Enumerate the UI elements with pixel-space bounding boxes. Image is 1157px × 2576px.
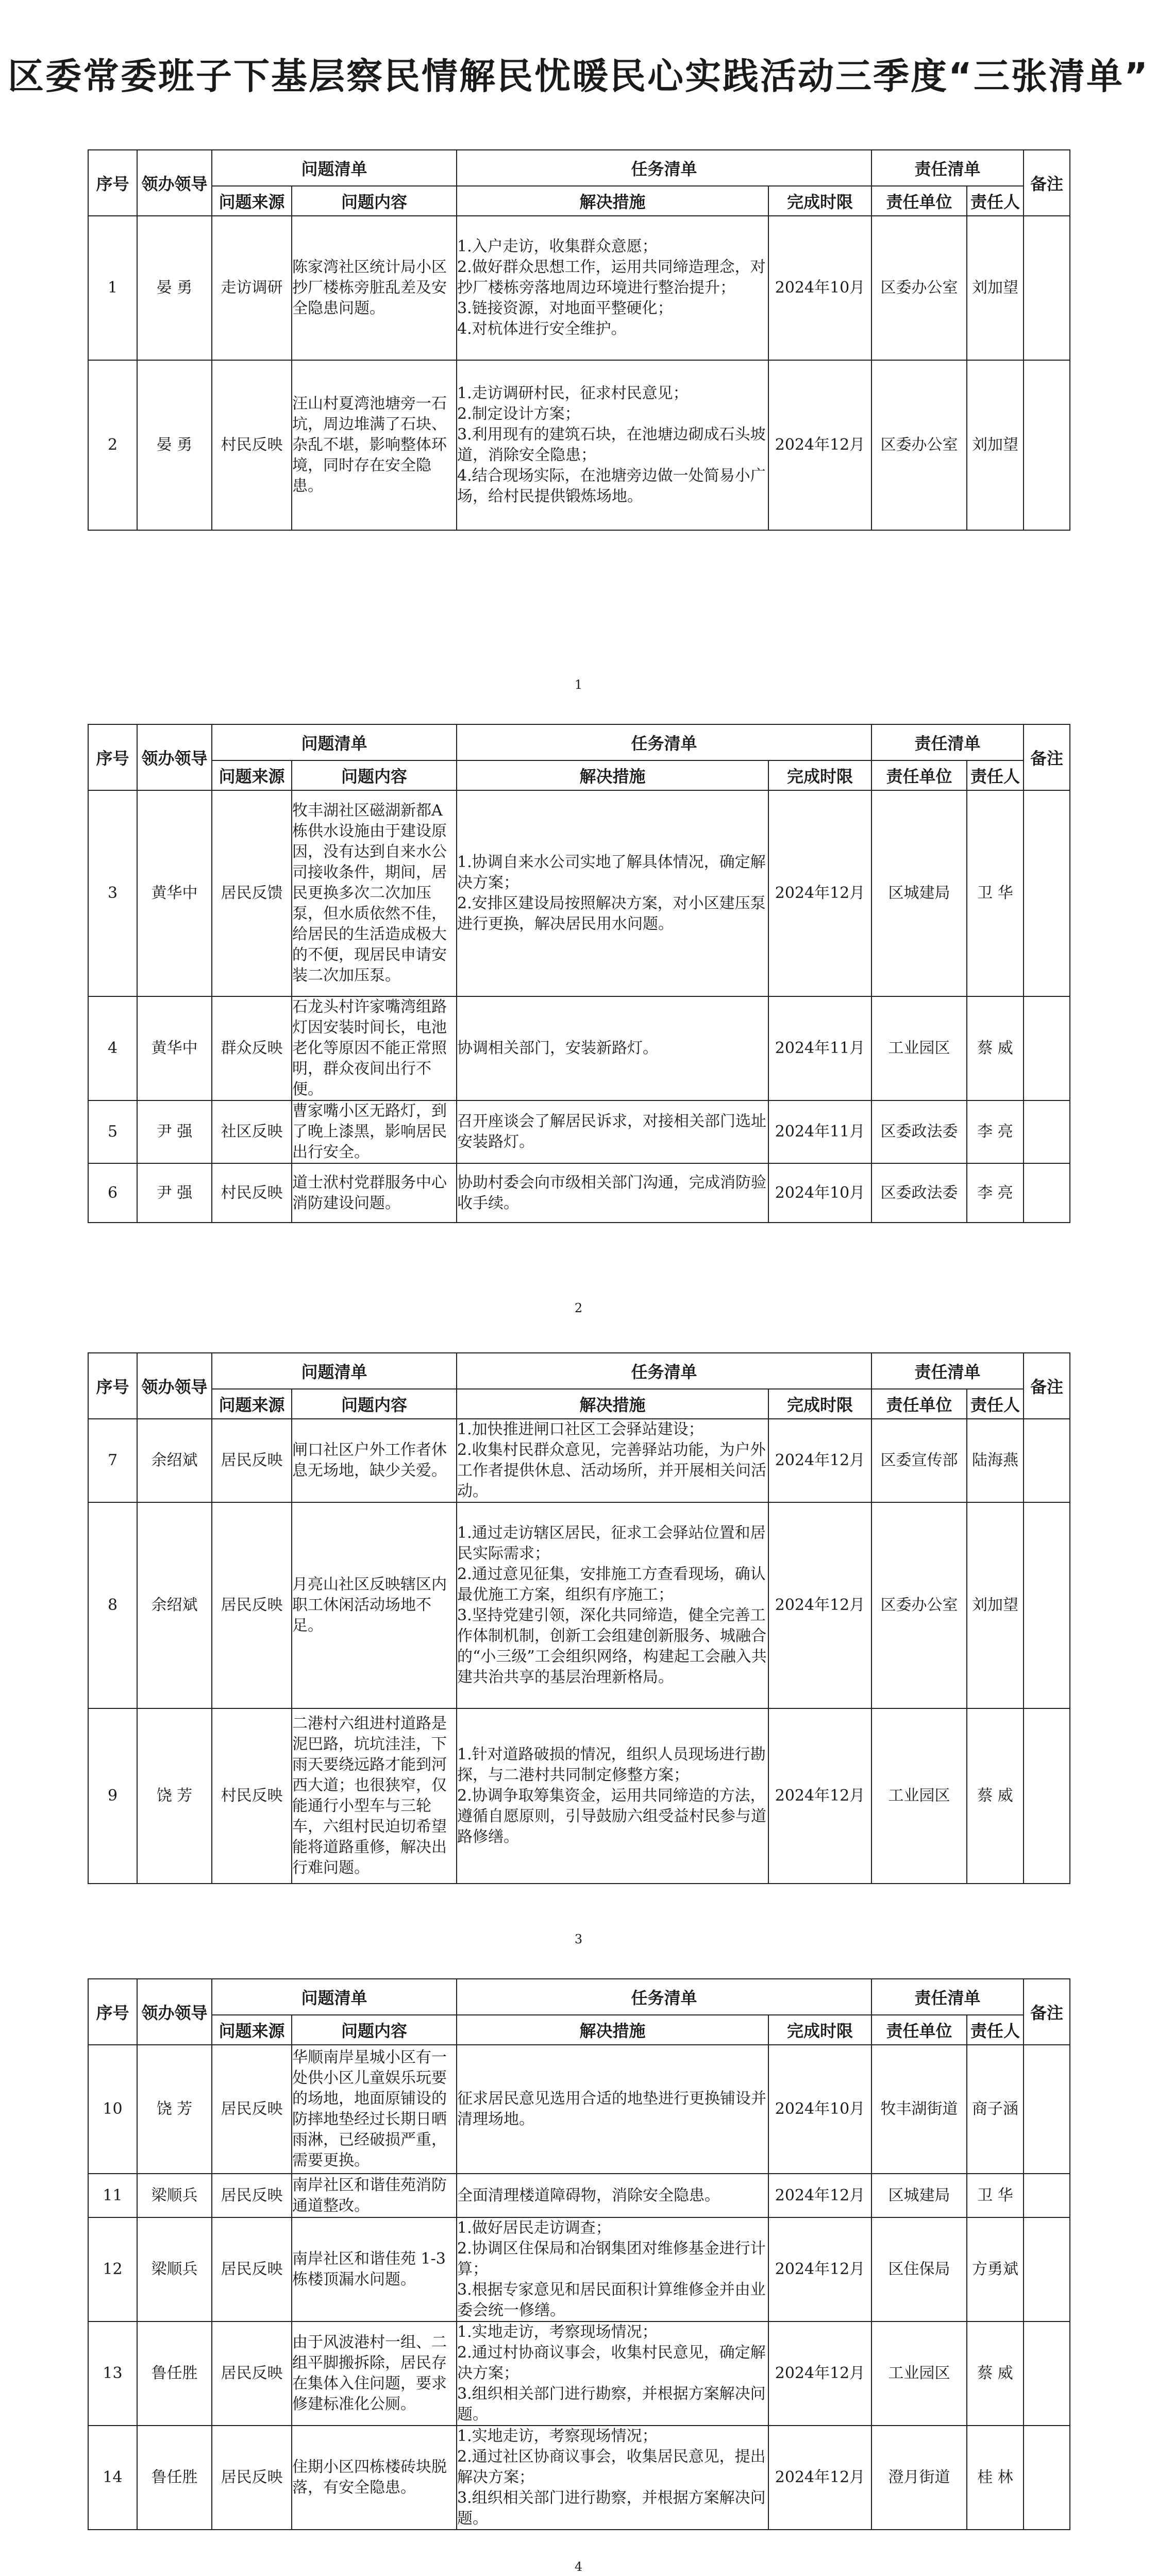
cell-content: 牧丰湖社区磁湖新都A栋供水设施由于建设原因，没有达到自来水公司接收条件，期间，居民更换多次二次加压泵，但水质依然不佳，给居民的生活造成极大的不便，现居民申请安装二次加压泵。 [292,790,457,996]
header-problem-source: 问题来源 [212,186,292,216]
cell-leader: 晏 勇 [137,216,212,360]
cell-measures [457,2321,768,2426]
cell-deadline: 2024年12月 [768,2321,871,2426]
cell-deadline: 2024年12月 [768,2426,871,2530]
cell-unit: 工业园区 [871,2321,967,2426]
header-resp-person: 责任人 [967,1389,1024,1419]
table-row [88,2321,1070,2426]
measure-line: 4.对杭体进行安全维护。 [457,320,627,338]
header-resp-unit: 责任单位 [871,760,967,790]
measure-line: 2.制定设计方案； [457,405,580,423]
cell-person: 李 亮 [967,1163,1024,1223]
header-problem-source: 问题来源 [212,1389,292,1419]
cell-source: 居民反映 [212,2174,292,2217]
cell-measures [457,1163,768,1223]
cell-source: 群众反映 [212,996,292,1100]
cell-note [1024,996,1070,1100]
measure-line: 2.通过意见征集，安排施工方查看现场，确认最优施工方案，组织有序施工； [457,1565,766,1604]
cell-unit: 区委宣传部 [871,1419,967,1502]
table-row [88,2045,1070,2174]
header-row-group [88,150,1070,186]
cell-content: 陈家湾社区统计局小区抄厂楼栋旁脏乱差及安全隐患问题。 [292,216,457,360]
cell-content: 汪山村夏湾池塘旁一石坑，周边堆满了石块、杂乱不堪，影响整体环境，同时存在安全隐患。 [292,360,457,530]
cell-content: 南岸社区和谐佳苑消防通道整改。 [292,2174,457,2217]
header-note: 备注 [1024,1979,1070,2045]
cell-source: 社区反映 [212,1100,292,1163]
header-row-detail [88,2015,1070,2045]
cell-note [1024,2426,1070,2530]
measure-line: 1.协调自来水公司实地了解具体情况，确定解决方案； [457,853,766,892]
header-row-group [88,1353,1070,1389]
header-note: 备注 [1024,150,1070,216]
cell-deadline: 2024年11月 [768,996,871,1100]
cell-source: 居民反映 [212,1502,292,1708]
task-table [88,1978,1070,2530]
cell-person: 刘加望 [967,360,1024,530]
cell-content: 月亮山社区反映辖区内职工休闲活动场地不足。 [292,1502,457,1708]
measure-line: 1.加快推进闸口社区工会驿站建设； [457,1420,704,1438]
header-leader: 领办领导 [137,1979,212,2045]
table-page [88,1978,1069,2530]
cell-measures [457,2426,768,2530]
header-resp-list: 责任清单 [871,724,1024,760]
cell-seq: 7 [88,1419,137,1502]
cell-measures [457,1419,768,1502]
cell-unit: 工业园区 [871,1708,967,1884]
header-problem-content: 问题内容 [292,760,457,790]
header-resp-unit: 责任单位 [871,2015,967,2045]
header-resp-unit: 责任单位 [871,1389,967,1419]
cell-unit: 区委办公室 [871,1502,967,1708]
cell-leader: 饶 芳 [137,1708,212,1884]
cell-note [1024,1419,1070,1502]
cell-note [1024,1100,1070,1163]
cell-source: 居民反映 [212,1419,292,1502]
cell-measures [457,360,768,530]
cell-unit: 工业园区 [871,996,967,1100]
page-number: 3 [574,1932,583,1946]
cell-measures [457,1708,768,1884]
header-leader: 领办领导 [137,724,212,790]
cell-note [1024,2174,1070,2217]
header-seq: 序号 [88,1353,137,1419]
cell-leader: 梁顺兵 [137,2217,212,2321]
measure-line: 协调相关部门，安装新路灯。 [457,1039,659,1057]
header-deadline: 完成时限 [768,1389,871,1419]
cell-content: 道士洑村党群服务中心消防建设问题。 [292,1163,457,1223]
header-problem-content: 问题内容 [292,1389,457,1419]
measure-line: 3.组织相关部门进行勘察，并根据方案解决问题。 [457,2489,766,2528]
table-page [88,1352,1069,1884]
page-number: 2 [574,1301,583,1315]
cell-source: 居民反映 [212,2321,292,2426]
cell-person: 蔡 威 [967,1708,1024,1884]
cell-person: 卫 华 [967,790,1024,996]
measure-line: 2.做好群众思想工作，运用共同缔造理念，对抄厂楼栋旁落地周边环境进行整治提升； [457,258,766,297]
cell-deadline: 2024年10月 [768,1163,871,1223]
cell-unit: 澄月街道 [871,2426,967,2530]
cell-deadline: 2024年12月 [768,1708,871,1884]
header-problem-content: 问题内容 [292,2015,457,2045]
cell-deadline: 2024年12月 [768,360,871,530]
header-seq: 序号 [88,150,137,216]
cell-seq: 10 [88,2045,137,2174]
cell-unit: 牧丰湖街道 [871,2045,967,2174]
cell-seq: 14 [88,2426,137,2530]
table-row [88,2174,1070,2217]
cell-source: 居民反映 [212,2045,292,2174]
measure-line: 1.实地走访，考察现场情况； [457,2427,658,2445]
cell-leader: 尹 强 [137,1100,212,1163]
cell-measures [457,790,768,996]
cell-note [1024,216,1070,360]
cell-note [1024,790,1070,996]
cell-seq: 4 [88,996,137,1100]
header-resp-person: 责任人 [967,2015,1024,2045]
cell-seq: 12 [88,2217,137,2321]
header-note: 备注 [1024,1353,1070,1419]
cell-unit: 区委政法委 [871,1100,967,1163]
header-leader: 领办领导 [137,150,212,216]
cell-note [1024,1163,1070,1223]
table-page [88,149,1069,531]
cell-leader: 梁顺兵 [137,2174,212,2217]
cell-unit: 区委办公室 [871,360,967,530]
cell-person: 刘加望 [967,216,1024,360]
table-row [88,1502,1070,1708]
cell-unit: 区住保局 [871,2217,967,2321]
header-resp-unit: 责任单位 [871,186,967,216]
header-row-detail [88,1389,1070,1419]
cell-leader: 饶 芳 [137,2045,212,2174]
measure-line: 2.收集村民群众意见，完善驿站功能，为户外工作者提供休息、活动场所，并开展相关问活动。 [457,1441,767,1500]
measure-line: 3.利用现有的建筑石块，在池塘边砌成石头坡道，消除安全隐患； [457,426,766,464]
cell-measures [457,2174,768,2217]
table-row [88,996,1070,1100]
document-title: 区委常委班子下基层察民情解民忧暖民心实践活动三季度“三张清单” [7,55,1149,97]
measure-line: 2.协调争取筹集资金，运用共同缔造的方法，遵循自愿原则，引导鼓励六组受益村民参与道路修缮。 [457,1787,767,1846]
task-table [88,1352,1070,1884]
header-problem-list: 问题清单 [212,1979,457,2015]
cell-seq: 2 [88,360,137,530]
cell-seq: 8 [88,1502,137,1708]
table-row [88,1100,1070,1163]
header-row-group [88,1979,1070,2015]
measure-line: 1.入户走访，收集群众意愿； [457,238,658,256]
header-deadline: 完成时限 [768,186,871,216]
cell-measures [457,216,768,360]
cell-measures [457,1502,768,1708]
header-row-detail [88,760,1070,790]
measure-line: 2.通过村协商议事会，收集村民意见，确定解决方案； [457,2344,766,2382]
header-task-list: 任务清单 [457,724,871,760]
cell-content: 曹家嘴小区无路灯，到了晚上漆黑，影响居民出行安全。 [292,1100,457,1163]
measure-line: 2.安排区建设局按照解决方案，对小区建压泵进行更换，解决居民用水问题。 [457,894,766,933]
measure-line: 召开座谈会了解居民诉求，对接相关部门选址安装路灯。 [457,1112,767,1151]
page-number: 1 [574,677,583,692]
table-row [88,2217,1070,2321]
header-measures: 解决措施 [457,1389,768,1419]
cell-person: 商子涵 [967,2045,1024,2174]
header-task-list: 任务清单 [457,150,871,186]
header-measures: 解决措施 [457,2015,768,2045]
cell-source: 村民反映 [212,1163,292,1223]
cell-measures [457,2217,768,2321]
cell-person: 桂 林 [967,2426,1024,2530]
cell-unit: 区城建局 [871,2174,967,2217]
cell-person: 李 亮 [967,1100,1024,1163]
header-deadline: 完成时限 [768,760,871,790]
header-row-group [88,724,1070,760]
header-seq: 序号 [88,1979,137,2045]
cell-source: 居民反映 [212,2426,292,2530]
cell-deadline: 2024年12月 [768,2217,871,2321]
cell-content: 闸口社区户外工作者休息无场地，缺少关爱。 [292,1419,457,1502]
table-row [88,1163,1070,1223]
measure-line: 征求居民意见选用合适的地垫进行更换铺设并清理场地。 [457,2090,767,2128]
table-row [88,216,1070,360]
cell-source: 居民反映 [212,2217,292,2321]
header-deadline: 完成时限 [768,2015,871,2045]
cell-content: 华顺南岸星城小区有一处供小区儿童娱乐玩要的场地，地面原铺设的防摔地垫经过长期日晒雨淋，已经破损严重，需要更换。 [292,2045,457,2174]
cell-person: 刘加望 [967,1502,1024,1708]
cell-source: 村民反映 [212,1708,292,1884]
header-row-detail [88,186,1070,216]
measure-line: 1.做好居民走访调查； [457,2219,611,2237]
measure-line: 3.组织相关部门进行勘察，并根据方案解决问题。 [457,2385,766,2424]
cell-seq: 13 [88,2321,137,2426]
cell-note [1024,2321,1070,2426]
cell-unit: 区城建局 [871,790,967,996]
header-resp-person: 责任人 [967,186,1024,216]
cell-content: 住期小区四栋楼砖块脱落，有安全隐患。 [292,2426,457,2530]
cell-deadline: 2024年12月 [768,1419,871,1502]
table-row [88,790,1070,996]
cell-source: 居民反馈 [212,790,292,996]
table-row [88,1708,1070,1884]
cell-seq: 3 [88,790,137,996]
cell-seq: 11 [88,2174,137,2217]
cell-seq: 1 [88,216,137,360]
table-page [88,724,1069,1223]
header-measures: 解决措施 [457,760,768,790]
header-resp-list: 责任清单 [871,150,1024,186]
cell-note [1024,1708,1070,1884]
measure-line: 2.通过社区协商议事会，收集居民意见，提出解决方案； [457,2448,766,2486]
header-resp-list: 责任清单 [871,1353,1024,1389]
cell-unit: 区委办公室 [871,216,967,360]
cell-source: 村民反映 [212,360,292,530]
cell-content: 由于风波港村一组、二组平脚搬拆除，居民存在集体入住问题，要求修建标准化公厕。 [292,2321,457,2426]
cell-unit: 区委政法委 [871,1163,967,1223]
page-number: 4 [574,2560,583,2574]
header-resp-person: 责任人 [967,760,1024,790]
table-row [88,360,1070,530]
header-problem-source: 问题来源 [212,2015,292,2045]
cell-deadline: 2024年12月 [768,790,871,996]
header-problem-list: 问题清单 [212,724,457,760]
cell-leader: 黄华中 [137,996,212,1100]
measure-line: 1.实地走访，考察现场情况； [457,2323,658,2341]
cell-note [1024,360,1070,530]
table-row [88,1419,1070,1502]
cell-note [1024,2217,1070,2321]
measure-line: 1.通过走访辖区居民，征求工会驿站位置和居民实际需求； [457,1524,766,1563]
cell-leader: 鲁任胜 [137,2321,212,2426]
table-row [88,2426,1070,2530]
measure-line: 3.链接资源，对地面平整硬化； [457,299,673,317]
cell-leader: 余绍斌 [137,1502,212,1708]
cell-leader: 黄华中 [137,790,212,996]
cell-content: 二港村六组进村道路是泥巴路，坑坑洼洼，下雨天要绕远路才能到河西大道；也很狭窄，仅能通行小型车与三轮车，六组村民迫切希望能将道路重修，解决出行难问题。 [292,1708,457,1884]
measure-line: 全面清理楼道障碍物，消除安全隐患。 [457,2186,720,2205]
measure-line: 3.坚持党建引领，深化共同缔造，健全完善工作体制机制，创新工会组建创新服务、城融合的“小三级”工会组织网络，构建起工会融入共建共治共享的基层治理新格局。 [457,1606,767,1686]
cell-note [1024,1502,1070,1708]
cell-leader: 晏 勇 [137,360,212,530]
cell-person: 卫 华 [967,2174,1024,2217]
cell-leader: 尹 强 [137,1163,212,1223]
task-table [88,149,1070,531]
header-resp-list: 责任清单 [871,1979,1024,2015]
cell-note [1024,2045,1070,2174]
cell-content: 南岸社区和谐佳苑 1-3栋楼顶漏水问题。 [292,2217,457,2321]
cell-person: 方勇斌 [967,2217,1024,2321]
cell-leader: 鲁任胜 [137,2426,212,2530]
header-problem-list: 问题清单 [212,1353,457,1389]
header-problem-content: 问题内容 [292,186,457,216]
cell-content: 石龙头村许家嘴湾组路灯因安装时间长，电池老化等原因不能正常照明，群众夜间出行不便。 [292,996,457,1100]
measure-line: 1.针对道路破损的情况，组织人员现场进行勘探，与二港村共同制定修整方案； [457,1745,766,1784]
cell-deadline: 2024年12月 [768,1502,871,1708]
measure-line: 协助村委会向市级相关部门沟通，完成消防验收手续。 [457,1173,767,1212]
cell-seq: 6 [88,1163,137,1223]
cell-source: 走访调研 [212,216,292,360]
header-note: 备注 [1024,724,1070,790]
header-seq: 序号 [88,724,137,790]
cell-measures [457,1100,768,1163]
measure-line: 1.走访调研村民，征求村民意见； [457,384,689,402]
header-problem-source: 问题来源 [212,760,292,790]
header-task-list: 任务清单 [457,1353,871,1389]
cell-measures [457,2045,768,2174]
header-measures: 解决措施 [457,186,768,216]
task-table [88,724,1070,1223]
cell-person: 蔡 威 [967,996,1024,1100]
cell-person: 陆海燕 [967,1419,1024,1502]
cell-deadline: 2024年10月 [768,2045,871,2174]
cell-leader: 余绍斌 [137,1419,212,1502]
cell-deadline: 2024年12月 [768,2174,871,2217]
cell-deadline: 2024年11月 [768,1100,871,1163]
header-leader: 领办领导 [137,1353,212,1419]
cell-seq: 5 [88,1100,137,1163]
cell-measures [457,996,768,1100]
measure-line: 2.协调区住保局和冶钢集团对维修基金进行计算； [457,2240,766,2278]
cell-person: 蔡 威 [967,2321,1024,2426]
measure-line: 4.结合现场实际，在池塘旁边做一处简易小广场，给村民提供锻炼场地。 [457,467,766,505]
header-task-list: 任务清单 [457,1979,871,2015]
cell-deadline: 2024年10月 [768,216,871,360]
measure-line: 3.根据专家意见和居民面积计算维修金并由业委会统一修缮。 [457,2281,766,2319]
header-problem-list: 问题清单 [212,150,457,186]
cell-seq: 9 [88,1708,137,1884]
